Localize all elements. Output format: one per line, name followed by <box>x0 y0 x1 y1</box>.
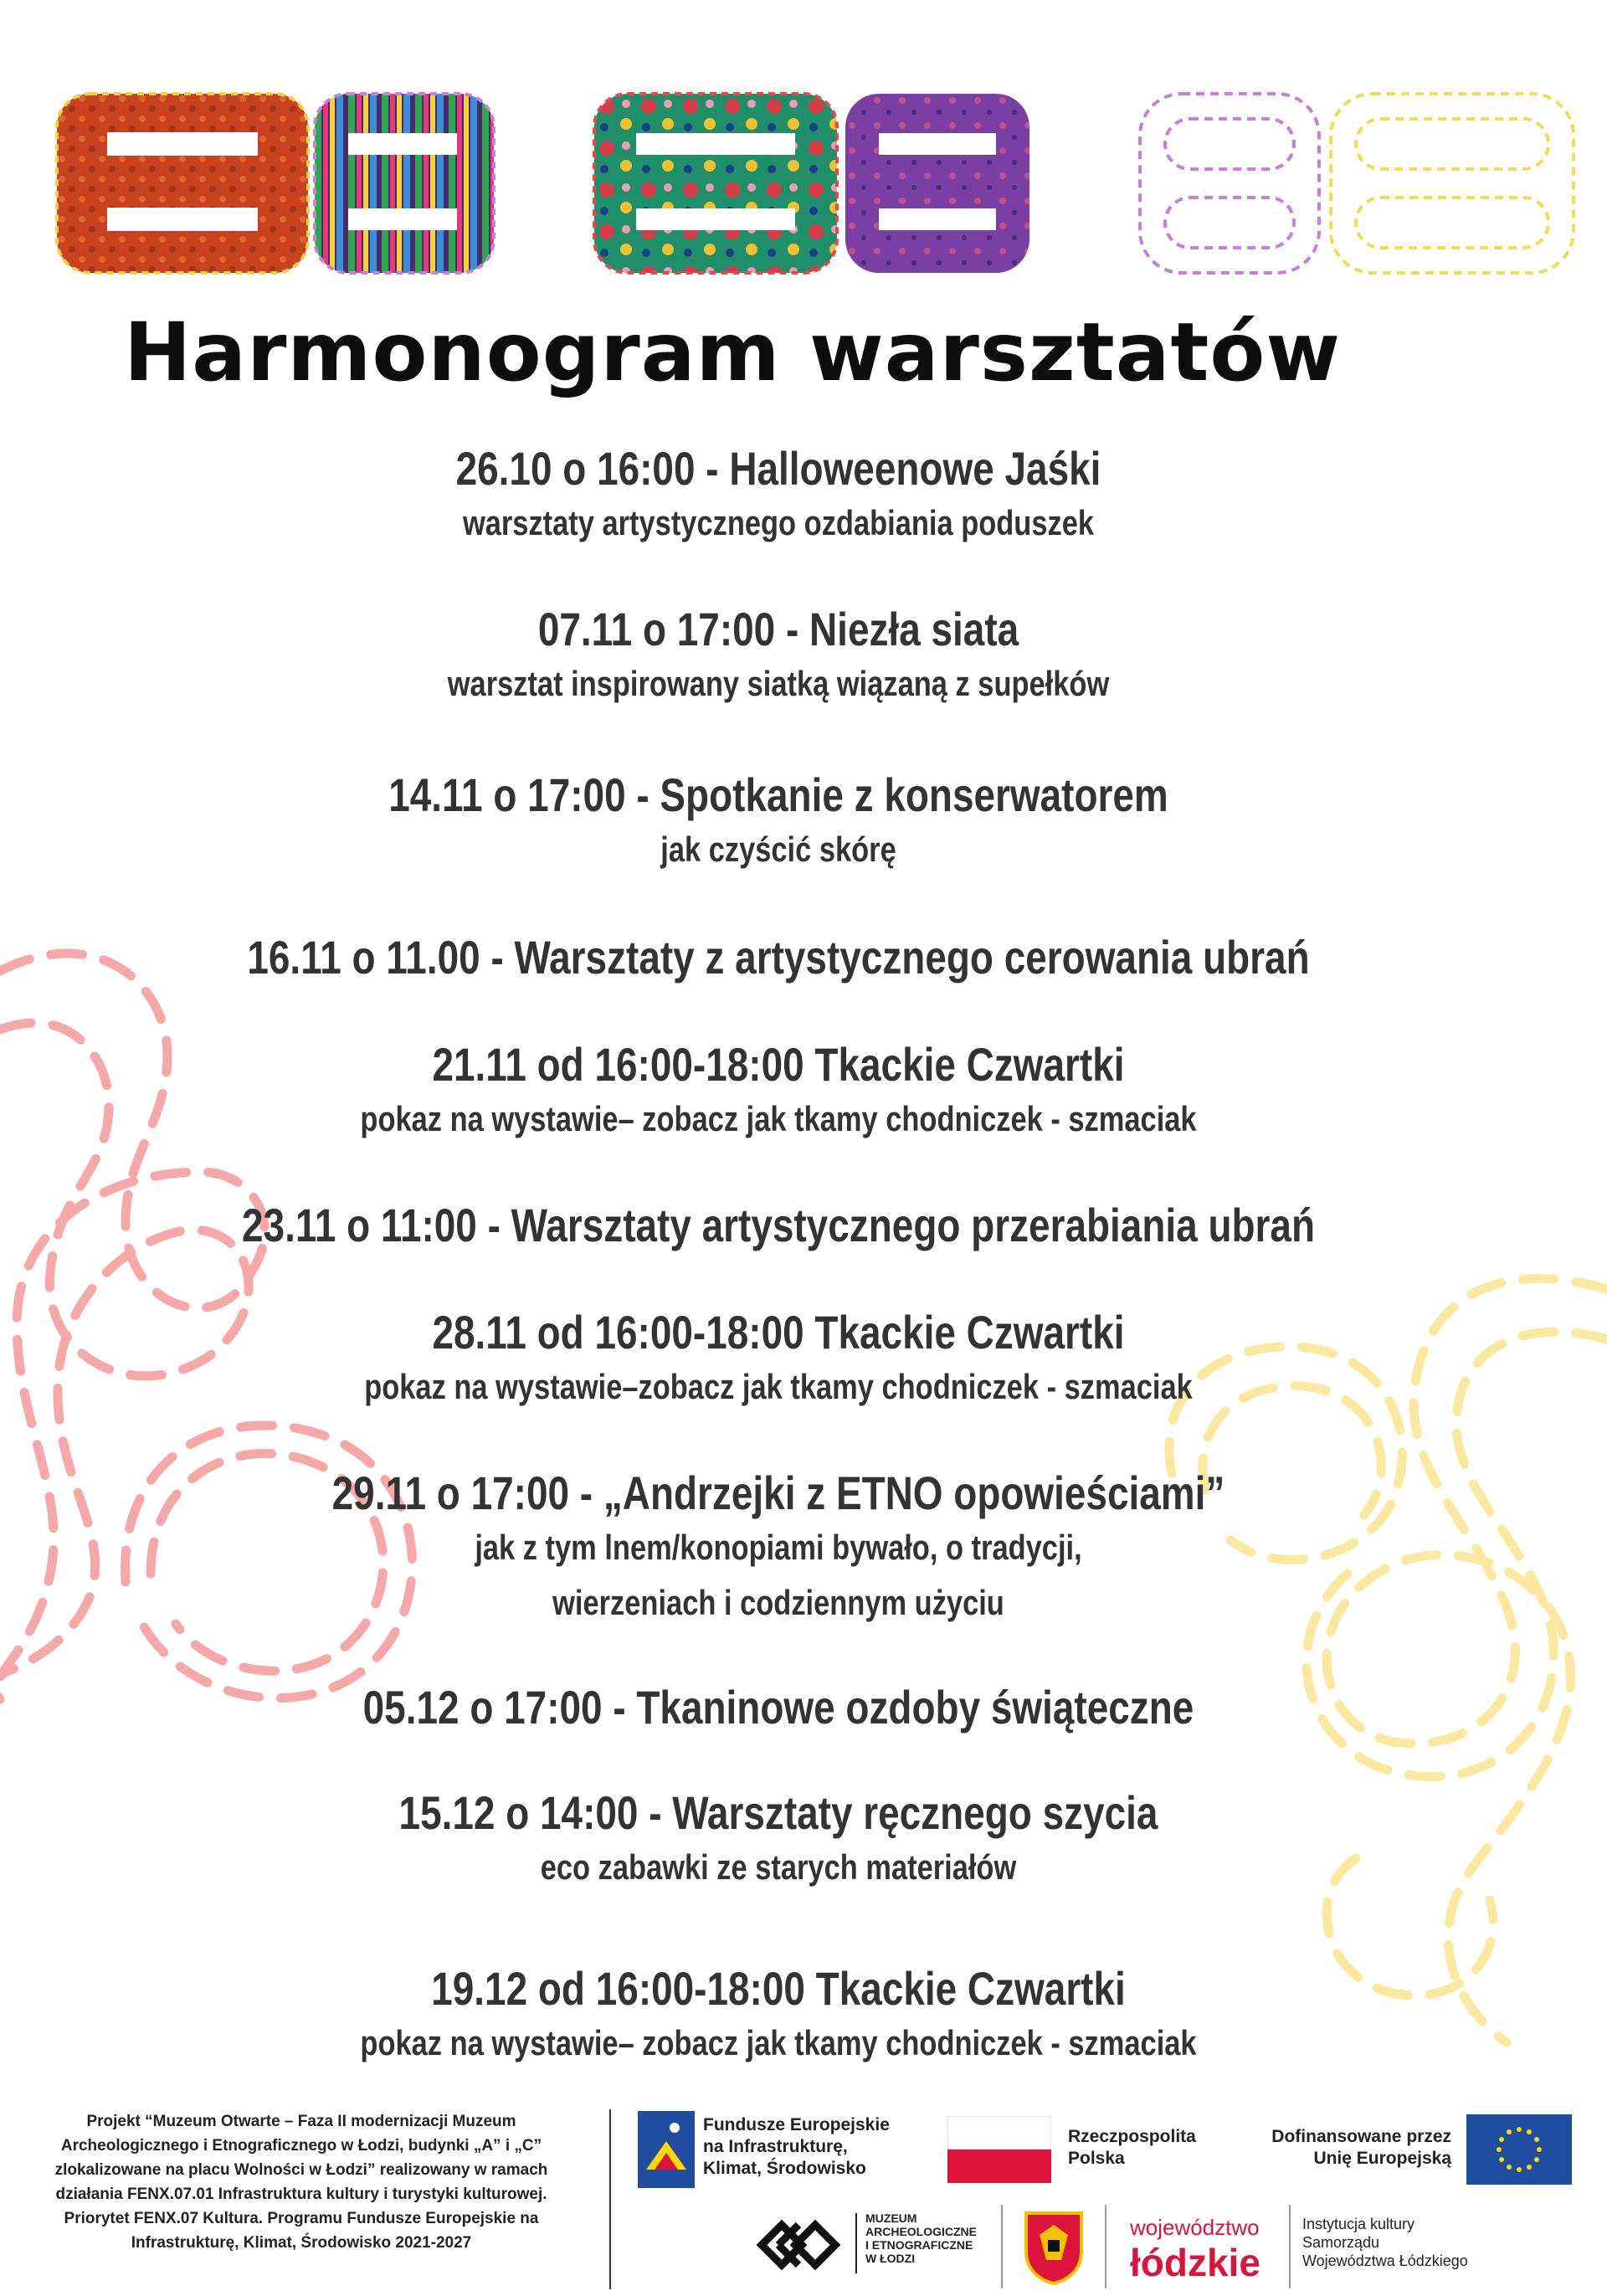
event-item <box>0 931 1557 984</box>
event-description: pokaz na wystawie– zobacz jak tkamy chodniczek - szmaciak <box>360 1099 1197 1138</box>
event-description: jak z tym lnem/konopiami bywało, o tradycji, <box>475 1528 1082 1567</box>
polish-flag-icon <box>947 2116 1051 2183</box>
event-title: 16.11 o 11.00 - Warsztaty z artystycznego cerowania ubrań <box>247 931 1310 984</box>
rp-label: Rzeczpospolita Polska <box>1068 2127 1196 2168</box>
eu-flag-icon <box>1466 2114 1572 2185</box>
event-description: warsztat inspirowany siatką wiązaną z supełków <box>447 664 1110 703</box>
page-title: Harmonogram warsztatów <box>123 306 1342 399</box>
ue-label: Dofinansowane przez Unię Europejską <box>1271 2127 1451 2168</box>
coat-of-arms-icon <box>1023 2210 1085 2285</box>
footer <box>0 2101 1607 2296</box>
event-title: 23.11 o 11:00 - Warsztaty artystycznego przerabiania ubrań <box>241 1199 1316 1251</box>
event-item <box>0 1466 1557 1631</box>
event-item <box>0 768 1557 877</box>
header-pattern-row <box>0 0 1607 285</box>
museum-divider <box>855 2213 857 2273</box>
event-item <box>0 442 1557 551</box>
event-item <box>0 603 1557 711</box>
event-description: pokaz na wystawie– zobacz jak tkamy chodniczek - szmaciak <box>360 2023 1197 2062</box>
event-description: wierzeniach i codziennym użyciu <box>552 1583 1004 1622</box>
event-description: warsztaty artystycznego ozdabiania poduszek <box>462 503 1095 542</box>
event-item <box>0 1306 1557 1415</box>
project-description: Projekt “Muzeum Otwarte – Faza II modernizacji Muzeum Archeologicznego i Etnograficznego w Łodzi, budynki „A” i „C” zlokalizowane na placu Wolności w Łodzi” realizowany w ramach działania FENX.07.01 Infrastruktura kultury i turystyki kulturowej. Priorytet FENX.07 Kultura. Programu Fundusze Europejskie na Infrastrukturę, Klimat, Środowisko 2021-2027 <box>54 2113 548 2252</box>
event-title: 05.12 o 17:00 - Tkaninowe ozdoby świąteczne <box>362 1681 1194 1734</box>
event-description: jak czyścić skórę <box>660 830 896 869</box>
event-title: 26.10 o 16:00 - Halloweenowe Jaśki <box>455 442 1101 495</box>
woj-big-label: łódzkie <box>1130 2241 1260 2284</box>
event-item <box>0 1681 1557 1734</box>
institution-label: Instytucja kultury Samorządu Województwa Łódzkiego <box>1302 2216 1468 2269</box>
event-item <box>0 1962 1557 2071</box>
event-description: eco zabawki ze starych materiałów <box>540 1847 1017 1887</box>
footer-divider-4 <box>1289 2205 1291 2288</box>
event-title: 29.11 o 17:00 - „Andrzejki z ETNO opowieściami” <box>331 1466 1225 1519</box>
event-title: 19.12 od 16:00-18:00 Tkackie Czwartki <box>431 1962 1126 2015</box>
event-item <box>0 1038 1557 1147</box>
museum-logo-icon <box>753 2205 854 2285</box>
museum-label: MUZEUM ARCHEOLOGICZNE I ETNOGRAFICZNE W ŁODZI <box>865 2211 977 2265</box>
footer-divider-3 <box>1105 2205 1106 2288</box>
footer-divider-2 <box>1001 2205 1003 2288</box>
event-title: 21.11 od 16:00-18:00 Tkackie Czwartki <box>432 1038 1125 1091</box>
event-item <box>0 1199 1557 1252</box>
event-title: 07.11 o 17:00 - Niezła siata <box>537 603 1019 655</box>
event-title: 28.11 od 16:00-18:00 Tkackie Czwartki <box>432 1306 1125 1359</box>
event-title: 15.12 o 14:00 - Warsztaty ręcznego szycia <box>398 1786 1158 1839</box>
fundusze-europejskie-logo-icon <box>638 2111 695 2188</box>
event-description: pokaz na wystawie–zobacz jak tkamy chodniczek - szmaciak <box>364 1367 1193 1406</box>
footer-divider <box>609 2109 611 2289</box>
event-title: 14.11 o 17:00 - Spotkanie z konserwatorem <box>388 768 1168 821</box>
fe-label: Fundusze Europejskie na Infrastrukturę, Klimat, Środowisko <box>703 2115 890 2178</box>
event-item <box>0 1786 1557 1895</box>
woj-small-label: województwo <box>1130 2215 1260 2240</box>
